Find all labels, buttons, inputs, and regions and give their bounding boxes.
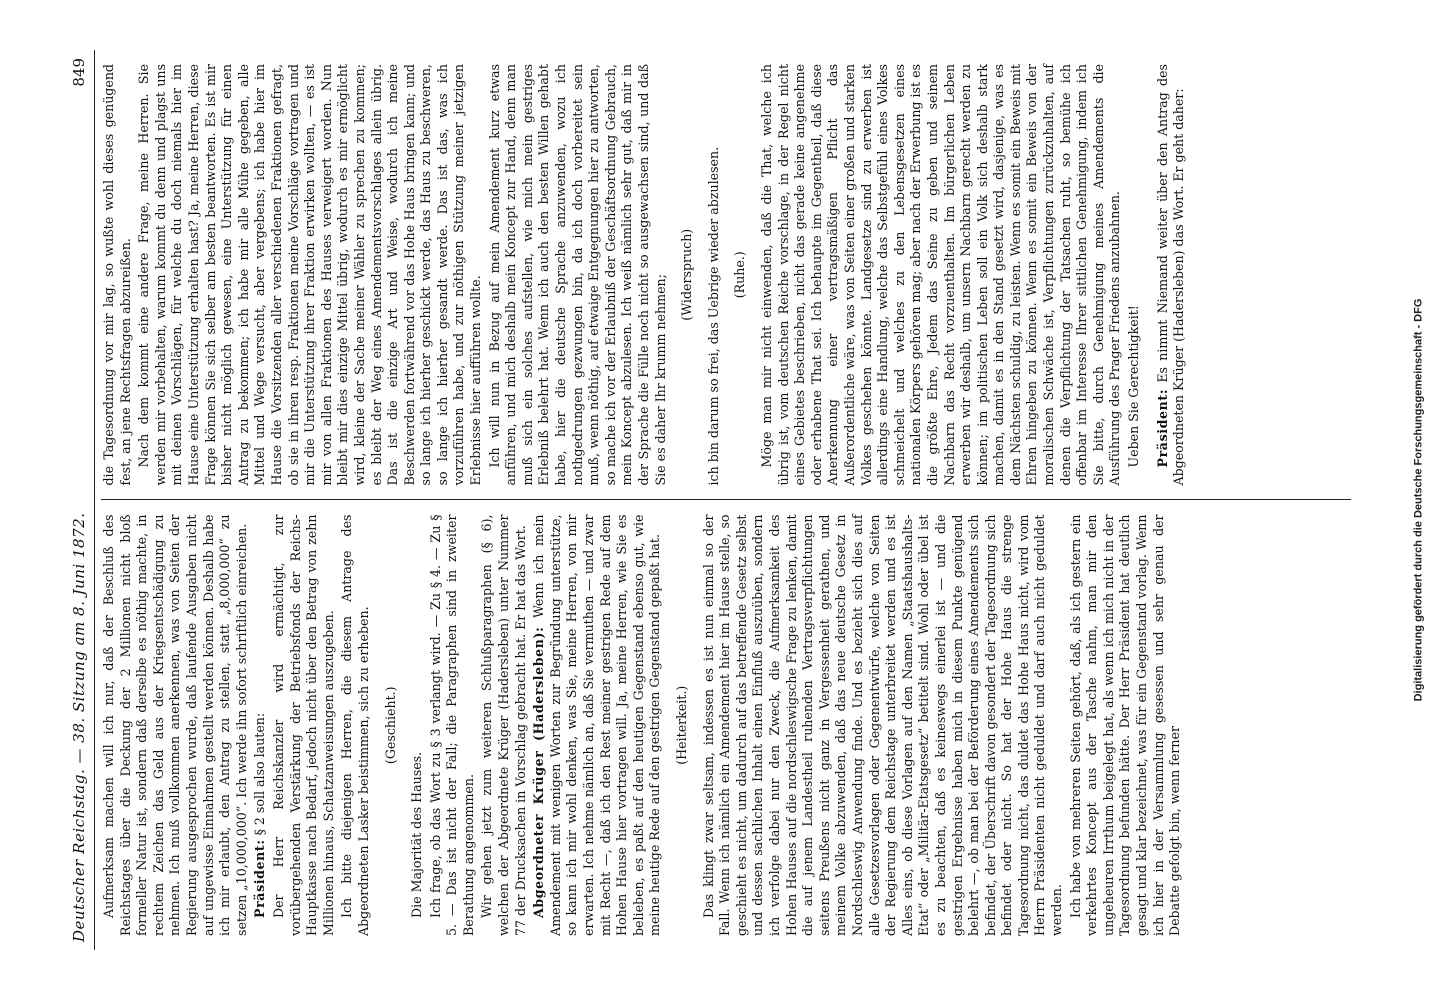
speaker-label: Abgeordneter Krüger (Hadersleben): (531, 626, 547, 918)
document-page (46, 20, 1386, 980)
paragraph (531, 515, 664, 937)
reaction: (Geschieht.) (382, 686, 398, 765)
paragraph: Ueben Sie Gerechtigkeit! (1126, 305, 1142, 468)
paragraph: Ich habe von mehreren Seiten gehört, daß, als ich gestern ein verkehrtes Koncept aus der Tasche nahm, man mir den ungeheuren Irrthum beigelegt hat, als wenn ich mich nicht in der Tagesordnung befunden hätte. Der Herr Präsident hat deutlich gesagt und klar bezeichnet, was für ein Gegenstand vorlag. Wenn ich hier in der Versammlung gesessen und sehr genau der Debatte gefolgt bin, wenn ferner (1067, 514, 1183, 936)
paragraph (252, 515, 269, 937)
right-column (101, 50, 1351, 500)
paragraph-text: Es nimmt Niemand weiter über den Antrag des Abgeordneten Krüger (Hadersleben) das Wort. Er geht daher: (1154, 64, 1187, 486)
paragraph: Ich will nun in Bezug auf mein Amendement kurz etwas anführen, und mich deshalb mein Koncept zur Hand, denn man muß sich ein solches aufstellen, wie mich mein gestriges Erlebniß belehrt hat. Wenn ich auch den besten Willen gehabt habe, hier die deutsche Sprache anzuwenden, wozu ich nothgedrungen gezwungen bin, da ich doch vorbereitet sein muß, wenn nöthig, auf etwaige Entgegnungen hier zu antworten, so mache ich vor der Erlaubniß der Geschäftsordnung Gebrauch, mein Koncept abzulesen. Ich weiß nämlich sehr gut, daß mir in der Sprache die Fülle noch nicht so ausgewachsen sind, und daß Sie es daher Ihr krumm nehmen; (486, 64, 668, 486)
paragraph: Der Herr Reichskanzler wird ermächtigt, zur vorübergehenden Verstärkung der Betriebsfonds der Reichs-Hauptkasse nach Bedarf, jedoch nicht über den Betrag von zehn Millionen hinaus, Schatzanweisungen auszugeben. (270, 514, 336, 936)
paragraph (1155, 64, 1188, 486)
page-number: 849 (70, 58, 88, 87)
reaction: (Widerspruch) (679, 228, 695, 321)
paragraph: Möge man mir nicht einwenden, daß die That, welche ich übrig ist, vom deutschen Reiche vorschlage, in der Regel nicht eines Gebietes beschrieben, nicht das gerade keine angenehme oder erhabene That sei. Ich behaupte im Gegentheil, daß diese Anerkennung einer vertragsmäßigen Pflicht das Außerordentliche wäre, was von Seiten einer großen und starken Volkes geschehen könnte. Landgesetze sind zu erwerben ist allerdings eine Handlung, welche das Selbstgefühl eines Volkes schmeichelt und welches zu den Lebensgesetzen eines nationalen Körpers gehören mag; aber nach der Erwerbung ist es die größte Ehre, Jedem das Seine zu geben und seinem Nachbarn das Recht vorzuenthalten. Im bürgerlichen Leben erwerben wir deshalb, um unsern Nachbarn gerecht werden zu können; im politischen Leben soll ein Volk sich deshalb stark machen, damit es in den Stand gesetzt wird, dasjenige, was es dem Nächsten schuldig, zu leisten. Wenn es somit ein Beweis mit Ehren hingeben zu können. Wenn es somit ein Beweis von der moralischen Schwäche ist, Verpflichtungen zurückzuhalten, auf denen die Verpflichtung der Tatsachen ruht, so bemühe ich offenbar im Interesse Ihrer sittlichen Genehmigung, indem ich Sie bitte, durch Genehmigung meines Amendements die Ausführung des Prager Friedens anzubahnen. (758, 64, 1123, 486)
text-columns (101, 50, 1351, 950)
digitization-note (1408, 40, 1428, 960)
paragraph: Nach dem kommt eine andere Frage, meine Herren. Sie werden mir vorbehalten, warum kommt du denn und plagst uns mit deinen Vorschlägen, für welche du doch niemals hier im Hause eine Unterstützung erhalten hast? Ja, meine Herren, diese Frage können Sie sich selber am besten beantworten. Es ist mir bisher nicht möglich gewesen, eine Unterstützung für einen Antrag zu bekommen; ich habe mir alle Mühe gegeben, alle Mittel und Wege versucht, aber vergebens; ich habe hier im Hause die Vorsitzenden aller verschiedenen Fraktionen gefragt, ob sie in ihren resp. Fraktionen meine Vorschläge vortragen und mir die Unterstützung ihrer Fraktion erwirken wollten, — es ist mir von allen Fraktionen des Hauses verweigert worden. Nun bleibt mir dies einzige Mittel übrig, wodurch es mir ermöglicht wird, kleine der Sache meiner Wähler zu sprechen zu kommen; es bleibt der Weg eines Amendementsvorschlages allein übrig. Das ist die einzige Art und Weise, wodurch ich meine Beschwerden fortwährend vor das Hohe Haus bringen kann; und so lange ich hierher geschickt werde, das Haus zu beschweren, so lange ich hierher gesandt werde. Das ist das, was ich vorzuführen habe, und zur nöthigen Stützung meiner jetzigen Erlebnisse hier aufführen wollte. (136, 64, 484, 486)
paragraph: die Tagesordnung vor mir lag, so wußte wohl dieses genügend fest, an jene Rechtsfragen abzureißen. (101, 64, 133, 486)
paragraph: Das klingt zwar seltsam, indessen es ist nun einmal so der Fall. Wenn ich nämlich ein Amendement hier im Hause stelle, so geschieht es nicht, um dadurch auf das betreffende Gesetz selbst und dessen sachlichen Inhalt einen Einfluß auszuüben, sondern ich verfolge dabei nur den Zweck, die Aufmerksamkeit des Hohen Hauses auf die nordschleswigsche Frage zu lenken, damit die auf jenem Landestheil ruhenden Vertragsverpflichtungen seitens Preußens nicht ganz in Vergessenheit gerathen, und meinem Volke abzuwenden, daß das neue deutsche Gesetz in Nordschleswig Anwendung finde. Und es bezieht sich dies auf alle Gesetzesvorlagen oder Gegenentwürfe, welche von Seiten der Regierung dem Reichstage unterbreitet werden und es ist Alles eins, ob diese Vorlagen auf den Namen „Staatshaushalts-Etat“ oder „Militär-Etatsgesetz“ betitelt sind. Wohl oder übel ist es zu beachten, daß es keineswegs einerlei ist — und die gestrigen Ergebnisse haben mich in diesem Punkte genügend belehrt —, ob man bei der Beförderung eines Amendements sich befindet, der Überschrift davon gesondert der Tagesordnung sich befindet oder nicht. So hat der Hohe Haus die strenge Tagesordnung nicht, das duldet das Hohe Haus nicht, wird vom Herrn Präsidenten nicht geduldet und darf auch nicht geduldet werden. (700, 514, 1065, 936)
speaker-label: Präsident: (1154, 388, 1170, 468)
reaction: (Ruhe.) (732, 251, 748, 299)
paragraph: Die Majorität des Hauses. (409, 751, 425, 918)
header-title: Deutscher Reichstag. — 38. Sitzung am 8. Juni 1872. (70, 512, 88, 942)
paragraph: Ich bitte diejenigen Herren, die diesem Antrage des Abgeordneten Lasker beistimmen, sich zu erheben. (339, 514, 371, 936)
left-column (101, 500, 1351, 951)
speaker-label: Präsident: (252, 839, 268, 918)
running-header (70, 50, 95, 950)
spacer (1145, 64, 1155, 486)
paragraph-text: § 2 soll also lauten: (252, 712, 268, 836)
reaction: (Heiterkeit.) (674, 685, 689, 765)
paragraph: ich bin darum so frei, das Uebrige wieder abzulesen. (705, 146, 721, 486)
paragraph: Ich frage, ob das Wort zu § 3 verlangt wird. — Zu § 4. — Zu § 5. — Das ist nicht der Fall; die Paragraphen sind in zweiter Berathung angenommen. (427, 514, 476, 936)
paragraph: Wir gehen jetzt zum weiteren Schlußparagraphen (§ 6), welchen der Abgeordnete Krüger (Hadersleben) unter Nummer 77 der Drucksachen in Vorschlag gebracht hat. Er hat das Wort. (479, 514, 528, 936)
digitization-text: Digitalisierung gefördert durch die Deutsche Forschungsgemeinschaft - DFG (1412, 298, 1424, 702)
paragraph-text: Wenn ich mein Amendement mit wenigen Worten zur Begründung unterstütze, so kann ich mir wohl denken, was Sie, meine Herren, von mir erwarten. Ich nehme nämlich an, daß Sie vermuthen — und zwar mit Recht —, daß ich den Rest meiner gestrigen Rede auf dem Hohen Hause hier vortragen will. Ja, meine Herren, wie Sie es belieben, es paßt auf den heutigen Gegenstand ebenso gut, wie meine heutige Rede auf den gestrigen Gegenstand gepaßt hat. (531, 514, 663, 936)
paragraph: Aufmerksam machen will ich nur, daß der Beschluß des Reichstages über die Deckung der 2 Millionen nicht bloß formeller Natur ist, sondern daß derselbe es nöthig machte, in rechtem Zeichen das Geld aus der Kriegsentschädigung zu nehmen. Ich muß vollkommen anerkennen, was von Seiten der Regierung ausgesprochen wurde, daß laufende Ausgaben nicht auf ungewisse Einnahmen gestellt werden können. Deshalb habe ich mir erlaubt, den Antrag zu stellen, statt „8,000,000“ zu setzen „10,000,000“. Ich werde ihn sofort schriftlich einreichen. (101, 514, 249, 936)
